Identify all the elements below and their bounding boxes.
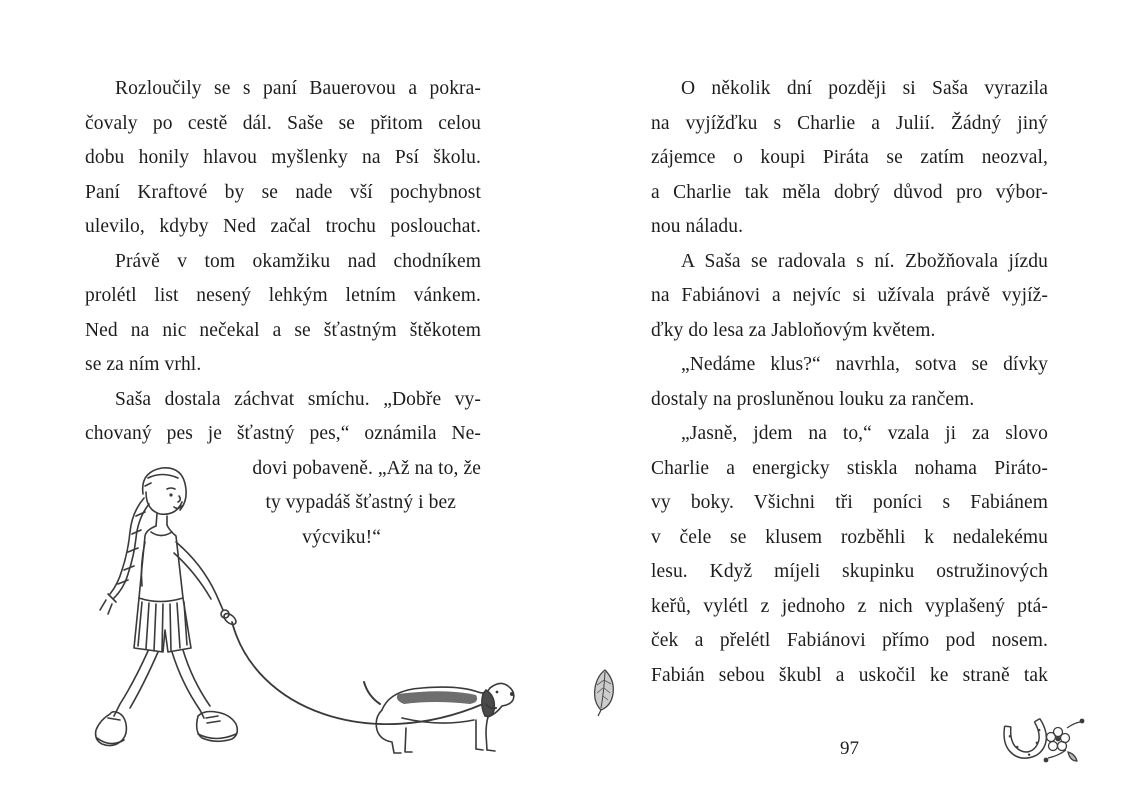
text-line: „Nedáme klus?“ navrhla, sotva se dívky (681, 354, 1048, 375)
text-line: Charlie a energicky stiskla nohama Piráto- (651, 457, 1048, 479)
text-line: Saša dostala záchvat smíchu. „Dobře vy- (115, 388, 481, 410)
text-line: dovi pobaveně. „Až na to, že (252, 457, 481, 479)
text-line: A Saša se radovala s ní. Zbožňovala jízdu (681, 250, 1048, 272)
text-line: Paní Kraftové by se nade vší pochybnost (85, 181, 481, 203)
text-line: se za ním vrhl. (85, 354, 202, 375)
leaf-illustration (585, 666, 625, 718)
text-line: dobu honily hlavou myšlenky na Psí školu. (85, 147, 481, 168)
text-line: Ned na nic nečekal a se šťastným štěkotem (85, 319, 481, 341)
text-line: „Jasně, jdem na to,“ vzala ji za slovo (681, 423, 1048, 444)
text-line: čovaly po cestě dál. Saše se přitom celou (85, 112, 481, 134)
text-line: nou náladu. (651, 216, 744, 237)
text-line: ty vypadáš šťastný i bez (265, 492, 456, 513)
text-line: chovaný pes je šťastný pes,“ oznámila Ne- (85, 423, 481, 444)
text-line: lesu. Když míjeli skupinku ostružinových (651, 561, 1048, 582)
text-line: prolétl list nesený lehkým letním vánkem. (85, 285, 481, 306)
text-line: vy boky. Všichni tři poníci s Fabiánem (651, 492, 1048, 513)
text-line: ček a přelétl Fabiánovi přímo pod nosem. (651, 630, 1048, 651)
text-line: Rozloučily se s paní Bauerovou a pokra- (115, 78, 481, 99)
text-line: ulevilo, kdyby Ned začal trochu poslouchat. (85, 216, 481, 237)
right-page (651, 72, 1048, 693)
text-line: na Fabiánovi a nejvíc si užívala právě vyjíž- (651, 285, 1048, 306)
text-line: výcviku!“ (302, 526, 381, 548)
text-line: dostaly na prosluněnou louku za rančem. (651, 388, 975, 410)
text-line: Fabián sebou škubl a uskočil ke straně tak (651, 664, 1048, 686)
girl-walking-dog-illustration (50, 452, 550, 782)
text-line: O několik dní později si Saša vyrazila (681, 78, 1048, 99)
text-line: v čele se klusem rozběhli k nedalekému (651, 526, 1048, 548)
text-line: keřů, vylétl z jednoho z nich vyplašený ptá- (651, 595, 1048, 617)
text-line: a Charlie tak měla dobrý důvod pro výbor- (651, 181, 1048, 203)
text-line: na vyjížďku s Charlie a Julií. Žádný jiný (651, 112, 1048, 134)
text-line: ďky do lesa za Jabloňovým květem. (651, 319, 936, 341)
text-line: Právě v tom okamžiku nad chodníkem (115, 250, 481, 272)
text-line: zájemce o koupi Piráta se zatím neozval, (651, 147, 1048, 168)
page-number: 97 (840, 738, 859, 759)
